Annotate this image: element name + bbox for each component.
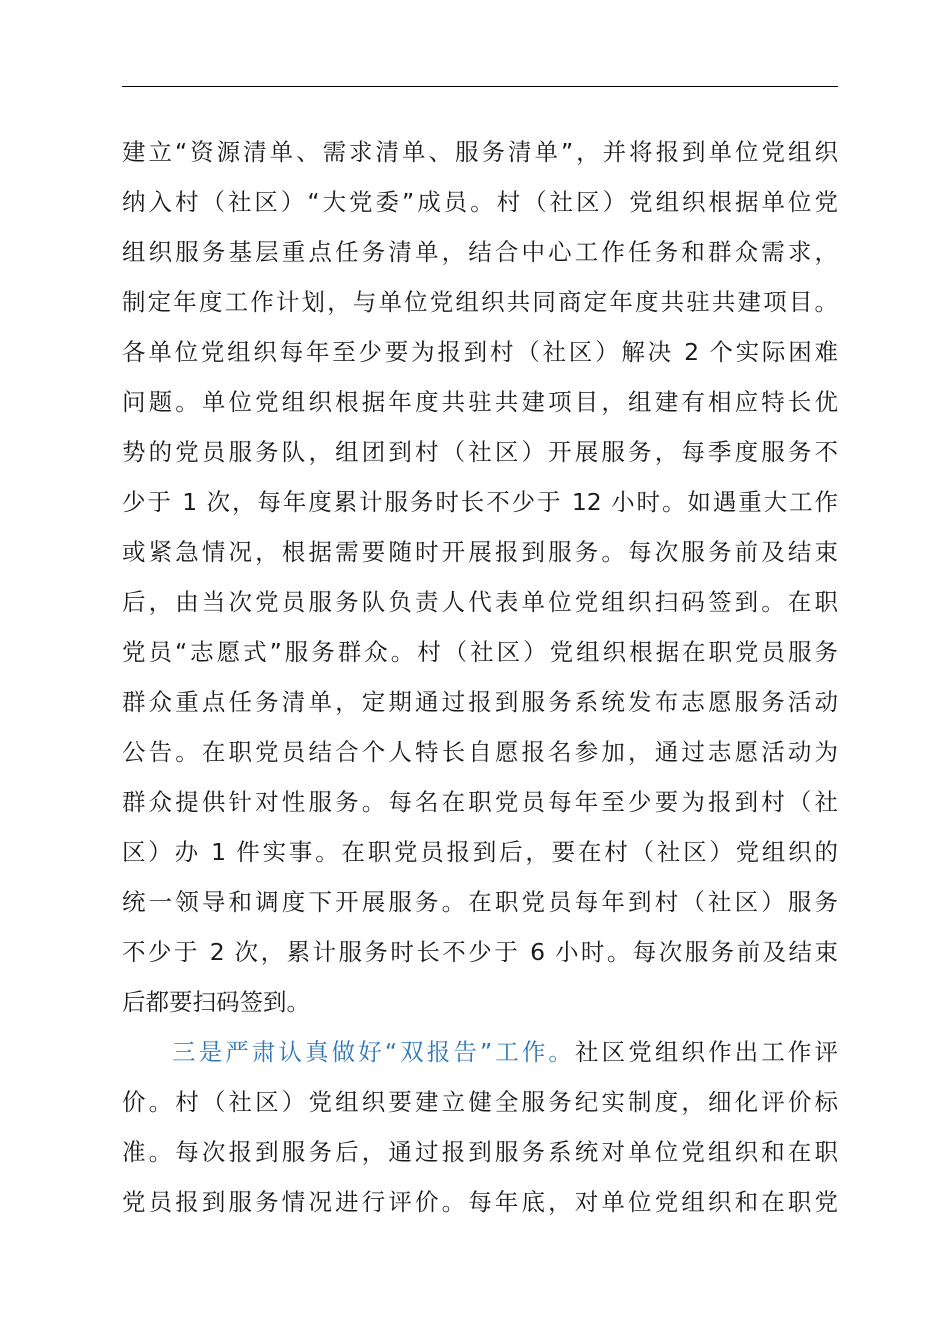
text-line: 少于 1 次，每年度累计服务时长不少于 12 小时。如遇重大工作 bbox=[122, 488, 838, 516]
text-line: 区）办 1 件实事。在职党员报到后，要在村（社区）党组织的 bbox=[122, 838, 838, 866]
section-heading: 三是严肃认真做好“双报告”工作。 bbox=[172, 1038, 576, 1066]
document-body bbox=[122, 127, 838, 1227]
text-line: 势的党员服务队，组团到村（社区）开展服务，每季度服务不 bbox=[122, 438, 838, 466]
text-line: 公告。在职党员结合个人特长自愿报名参加，通过志愿活动为 bbox=[122, 738, 838, 766]
text-line: 群众提供针对性服务。每名在职党员每年至少要为报到村（社 bbox=[122, 788, 838, 816]
heading-line-text: 社区党组织作出工作评 bbox=[575, 1038, 838, 1066]
text-line: 各单位党组织每年至少要为报到村（社区）解决 2 个实际困难 bbox=[122, 338, 838, 366]
text-line: 纳入村（社区）“大党委”成员。村（社区）党组织根据单位党 bbox=[122, 188, 838, 216]
text-line: 问题。单位党组织根据年度共驻共建项目，组建有相应特长优 bbox=[122, 388, 838, 416]
text-line: 统一领导和调度下开展服务。在职党员每年到村（社区）服务 bbox=[122, 888, 838, 916]
text-line: 党员“志愿式”服务群众。村（社区）党组织根据在职党员服务 bbox=[122, 638, 838, 666]
text-line: 不少于 2 次，累计服务时长不少于 6 小时。每次服务前及结束 bbox=[122, 938, 838, 966]
text-line: 制定年度工作计划，与单位党组织共同商定年度共驻共建项目。 bbox=[122, 288, 838, 316]
text-line: 准。每次报到服务后，通过报到服务系统对单位党组织和在职 bbox=[122, 1138, 838, 1166]
text-line: 建立“资源清单、需求清单、服务清单”，并将报到单位党组织 bbox=[122, 138, 838, 166]
text-line: 后，由当次党员服务队负责人代表单位党组织扫码签到。在职 bbox=[122, 588, 838, 616]
text-line: 价。村（社区）党组织要建立健全服务纪实制度，细化评价标 bbox=[122, 1088, 838, 1116]
paragraph-heading-line bbox=[122, 1027, 838, 1077]
text-line: 群众重点任务清单，定期通过报到服务系统发布志愿服务活动 bbox=[122, 688, 838, 716]
text-line: 组织服务基层重点任务清单，结合中心工作任务和群众需求， bbox=[122, 238, 838, 266]
text-line: 后都要扫码签到。 bbox=[122, 988, 310, 1016]
text-line: 或紧急情况，根据需要随时开展报到服务。每次服务前及结束 bbox=[122, 538, 838, 566]
header-rule bbox=[122, 86, 838, 87]
text-line: 党员报到服务情况进行评价。每年底，对单位党组织和在职党 bbox=[122, 1188, 838, 1216]
